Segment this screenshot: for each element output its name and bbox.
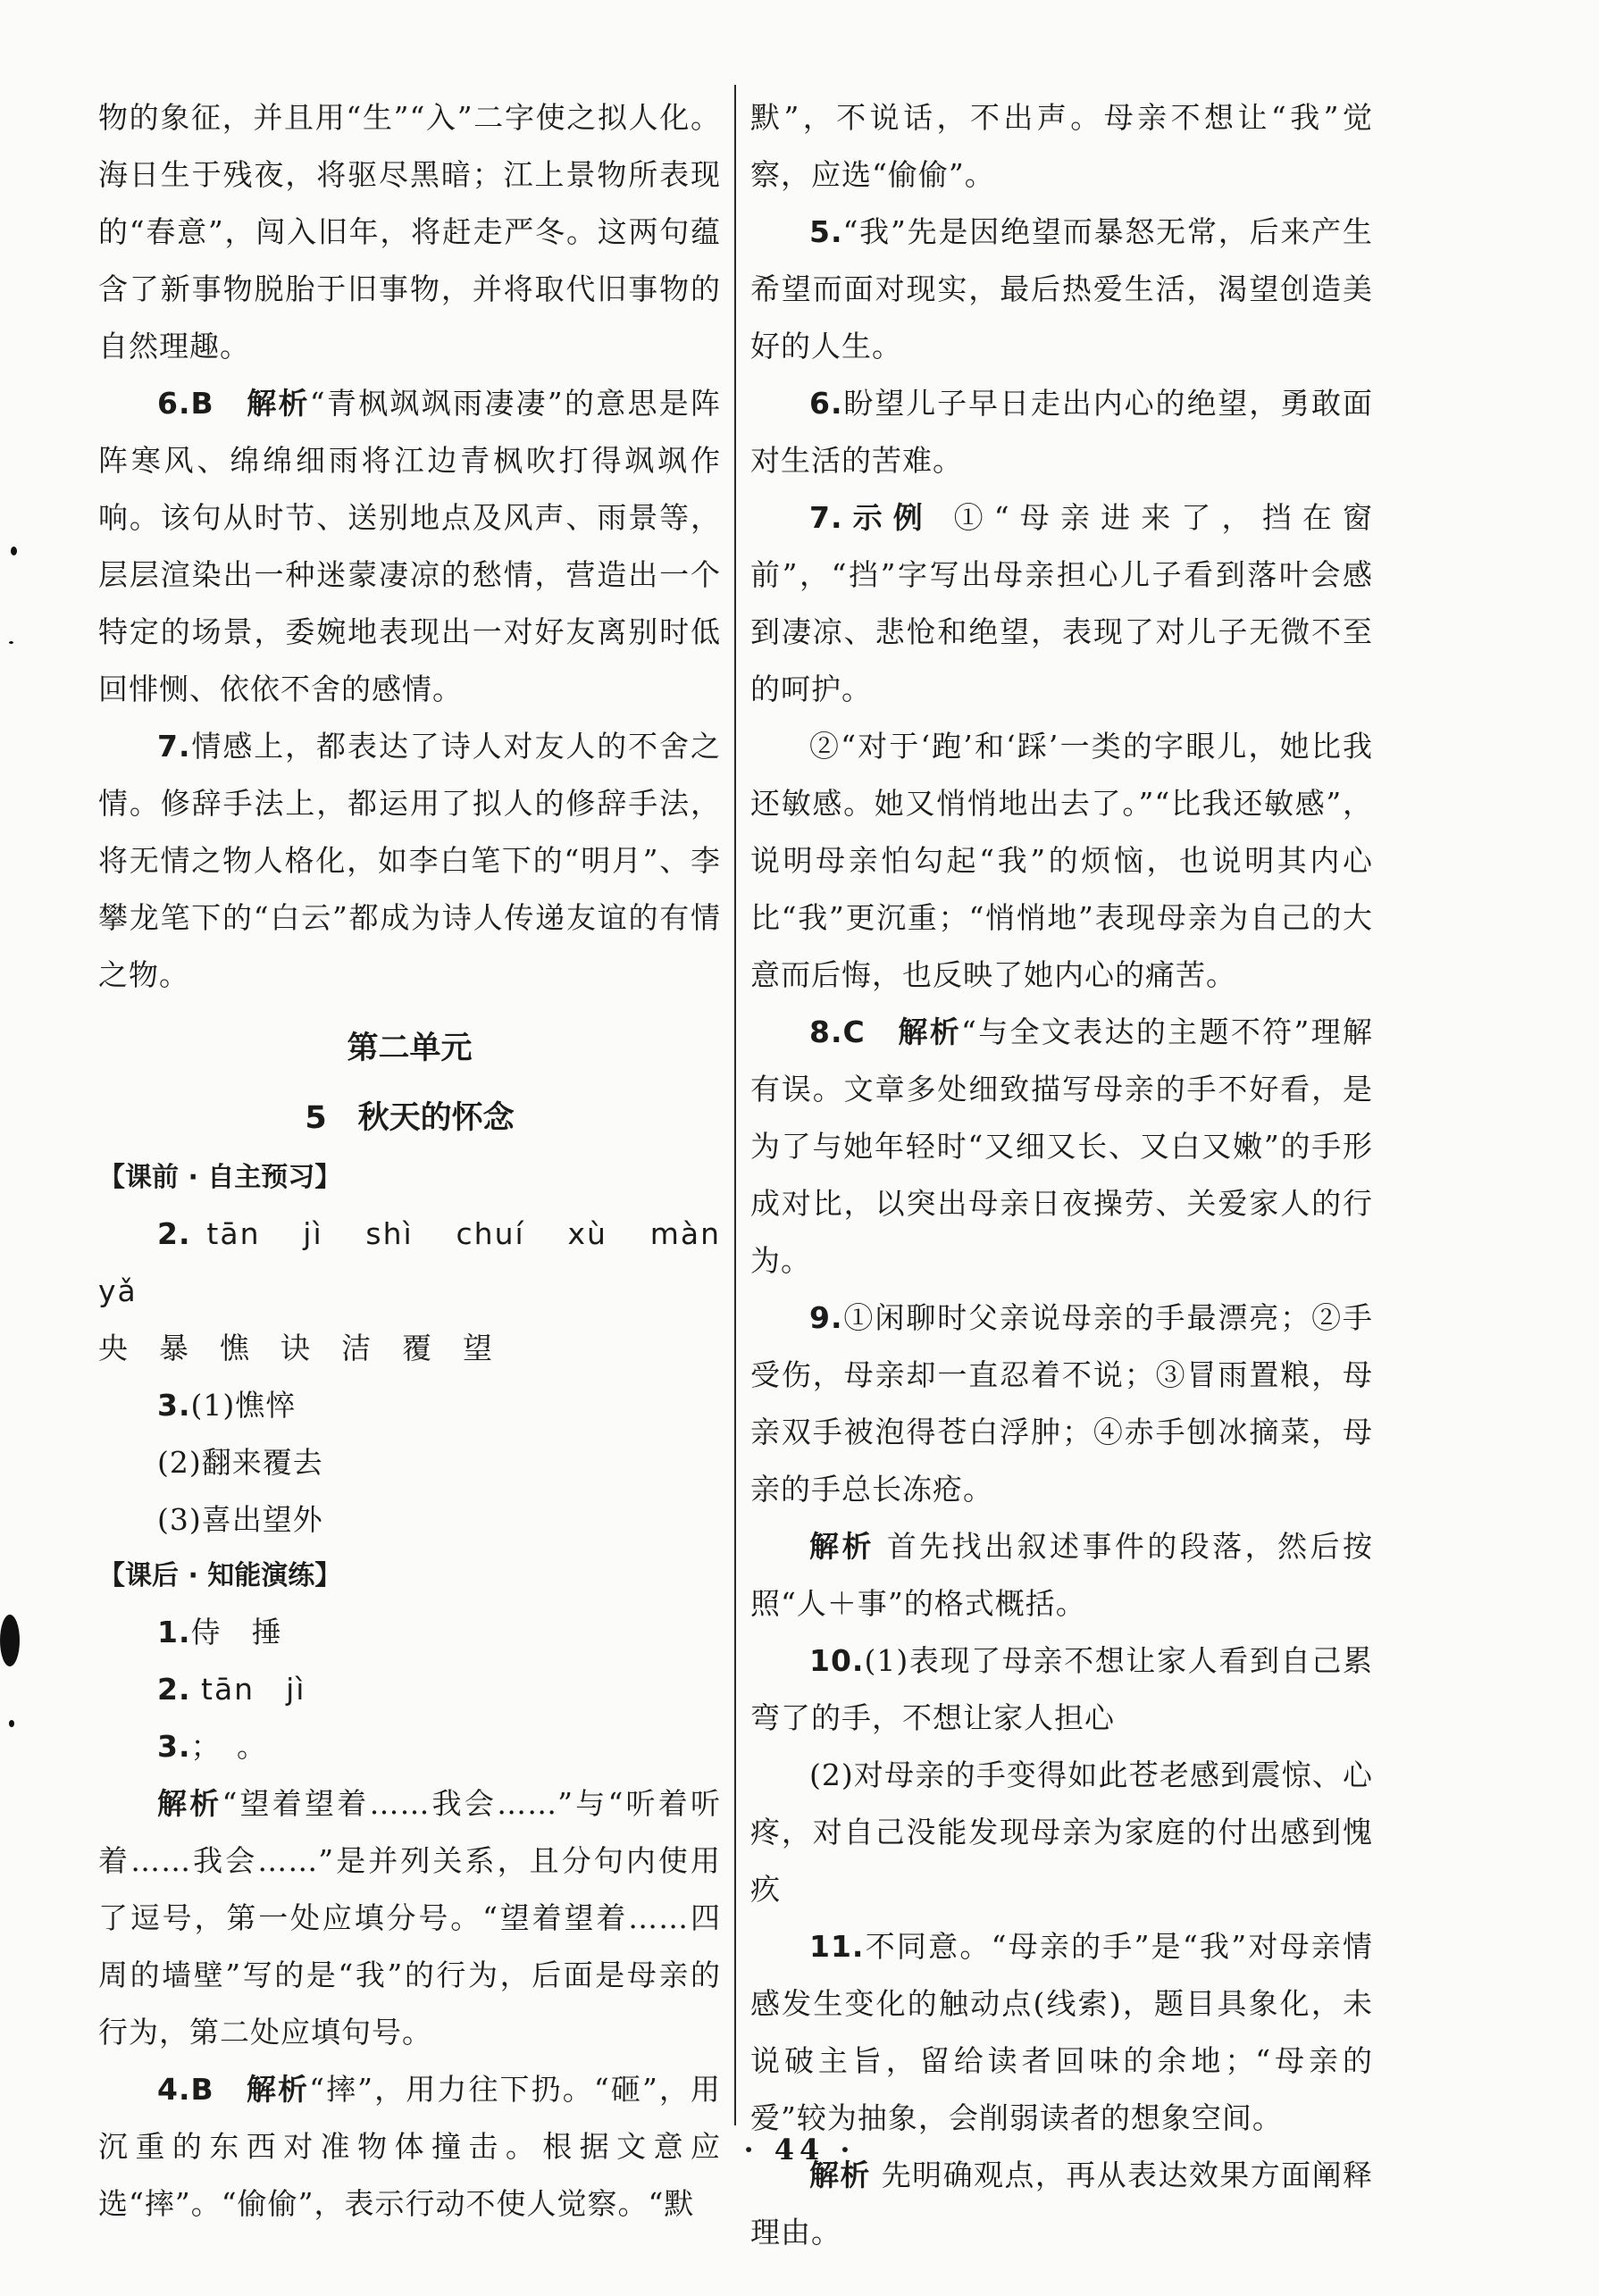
- unit-title: 第二单元: [347, 1031, 473, 1066]
- question-number: 4.: [157, 2072, 191, 2107]
- question-number: 1.: [157, 1615, 191, 1649]
- question-number: 10.: [809, 1643, 865, 1678]
- answer-10-part-2: (2)对母亲的手变得如此苍老感到震惊、心疼，对自己没能发现母亲为家庭的付出感到愧疚: [750, 1757, 1373, 1907]
- answer-6: [750, 375, 1373, 489]
- question-number: 7.: [809, 500, 843, 535]
- analysis-label: 解析: [809, 2158, 871, 2192]
- practice-3: [98, 1718, 721, 1775]
- analysis-text: “青枫飒飒雨凄凄”的意思是阵阵寒风、绵绵细雨将江边青枫吹打得飒飒作响。该句从时节、送别地点及风声、雨景等，层层渲染出一种迷蒙凄凉的愁情，营造出一个特定的场景，委婉地表现出一对好友离别时低回悱恻、依依不舍的感情。: [98, 386, 722, 706]
- scan-speck: [11, 547, 17, 555]
- answer-8: [750, 1004, 1373, 1290]
- scan-speck: [0, 1615, 20, 1666]
- answer-9-analysis: [750, 1518, 1373, 1632]
- answer-6: [98, 375, 721, 718]
- answer-7: [750, 489, 1373, 718]
- answer-text: ①闲聊时父亲说母亲的手最漂亮；②手受伤，母亲却一直忍着不说；③冒雨置粮，母亲双手被泡得苍白浮肿；④赤手刨冰摘菜，母亲的手总长冻疮。: [750, 1300, 1373, 1507]
- section-header-preview: 【课前 · 自主预习】: [98, 1162, 342, 1193]
- analysis-label: 解析: [809, 1529, 875, 1564]
- answer-text: ①“母亲进来了，挡在窗前”，“挡”字写出母亲担心儿子看到落叶会感到凄凉、悲怆和绝望，表现了对儿子无微不至的呵护。: [750, 500, 1374, 706]
- question-number: 11.: [809, 1929, 865, 1964]
- analysis-label: 解析: [247, 386, 310, 421]
- paragraph-continued: 物的象征，并且用“生”“入”二字使之拟人化。海日生于残夜，将驱尽黑暗；江上景物所表现的“春意”，闯入旧年，将赶走严冬。这两句蕴含了新事物脱胎于旧事物，并将取代旧事物的自然理趣。: [98, 100, 721, 363]
- analysis-text: “与全文表达的主题不符”理解有误。文章多处细致描写母亲的手不好看，是为了与她年轻时“又细又长、又白又嫩”的手形成对比，以突出母亲日夜操劳、关爱家人的行为。: [750, 1014, 1374, 1278]
- practice-3-analysis: [98, 1775, 721, 2061]
- preview-2-characters: 央 暴 憔 诀 洁 覆 望: [98, 1331, 493, 1365]
- practice-1: [98, 1604, 721, 1661]
- answer-text: “我”先是因绝望而暴怒无常，后来产生希望而面对现实，最后热爱生活，渴望创造美好的人生。: [750, 214, 1373, 363]
- example-label: 示例: [842, 500, 933, 535]
- answer-text: 情感上，都表达了诗人对友人的不舍之情。修辞手法上，都运用了拟人的修辞手法，将无情之物人格化，如李白笔下的“明月”、李攀龙笔下的“白云”都成为诗人传递友谊的有情之物。: [98, 729, 721, 992]
- left-column: [98, 89, 752, 2233]
- question-number: 7.: [157, 729, 191, 764]
- answer-choice: B: [190, 386, 214, 421]
- answer-choice: C: [842, 1014, 866, 1049]
- right-column: [750, 89, 1373, 2261]
- question-number: 6.: [157, 386, 191, 421]
- question-number: 3.: [157, 1729, 191, 1764]
- preview-3: [98, 1377, 721, 1434]
- answer-7-part-2: ②“对于‘跑’和‘踩’一类的字眼儿，她比我还敏感。她又悄悄地出去了。”“比我还敏感”，说明母亲怕勾起“我”的烦恼，也说明其内心比“我”更沉重；“悄悄地”表现母亲为自己的大意而后悔，也反映了她内心的痛苦。: [750, 729, 1373, 992]
- analysis-text: “摔”，用力往下扔。“砸”，用沉重的东西对准物体撞击。根据文意应选“摔”。“偷偷”，表示行动不使人觉察。“默: [98, 2072, 722, 2221]
- section-header-practice: 【课后 · 知能演练】: [98, 1560, 342, 1591]
- answer-7: [98, 718, 721, 1004]
- question-number: 5.: [809, 214, 843, 249]
- paragraph-continued: 默”，不说话，不出声。母亲不想让“我”觉察，应选“偷偷”。: [750, 100, 1373, 192]
- answer-text: ； 。: [190, 1729, 267, 1764]
- analysis-text: 首先找出叙述事件的段落，然后按照“人＋事”的格式概括。: [750, 1529, 1374, 1621]
- preview-3-b: (2)翻来覆去: [157, 1445, 323, 1480]
- column-divider: [734, 85, 736, 2125]
- practice-2: [98, 1661, 721, 1718]
- analysis-text: “望着望着……我会……”与“听着听着……我会……”是并列关系，且分句内使用了逗号，第一处应填分号。“望着望着……四周的墙壁”写的是“我”的行为，后面是母亲的行为，第二处应填句号。: [98, 1786, 721, 2050]
- answer-text: tān jì: [201, 1672, 306, 1707]
- preview-3-c: (3)喜出望外: [157, 1502, 323, 1537]
- answer-11: [750, 1918, 1373, 2147]
- question-number: 2.: [157, 1216, 191, 1251]
- answer-text: (1)憔悴: [190, 1388, 297, 1423]
- question-number: 8.: [809, 1014, 843, 1049]
- answer-10: [750, 1632, 1373, 1747]
- page-number: · 44 ·: [743, 2133, 856, 2167]
- answer-choice: B: [190, 2072, 214, 2107]
- answer-text: 不同意。“母亲的手”是“我”对母亲情感发生变化的触动点(线索)，题目具象化，未说破主旨，留给读者回味的余地；“母亲的爱”较为抽象，会削弱读者的想象空间。: [750, 1929, 1373, 2135]
- scan-speck: [9, 1720, 14, 1727]
- question-number: 2.: [157, 1672, 191, 1707]
- scan-speck: [9, 641, 13, 644]
- question-number: 9.: [809, 1300, 843, 1335]
- lesson-title: 5 秋天的怀念: [305, 1100, 515, 1136]
- pinyin-answers: tān jì shì chuí xù màn yǎ: [98, 1216, 752, 1308]
- analysis-label: 解析: [898, 1014, 962, 1049]
- question-number: 3.: [157, 1388, 191, 1423]
- analysis-label: 解析: [246, 2072, 310, 2107]
- preview-2: [98, 1206, 752, 1320]
- answer-text: (1)表现了母亲不想让家人看到自己累弯了的手，不想让家人担心: [750, 1643, 1373, 1735]
- answer-5: [750, 204, 1373, 375]
- answer-9: [750, 1290, 1373, 1518]
- analysis-label: 解析: [157, 1786, 222, 1821]
- analysis-text: 先明确观点，再从表达效果方面阐释理由。: [750, 2158, 1374, 2250]
- answer-text: 侍 捶: [190, 1615, 282, 1649]
- answer-text: 盼望儿子早日走出内心的绝望，勇敢面对生活的苦难。: [750, 386, 1373, 478]
- question-number: 6.: [809, 386, 843, 421]
